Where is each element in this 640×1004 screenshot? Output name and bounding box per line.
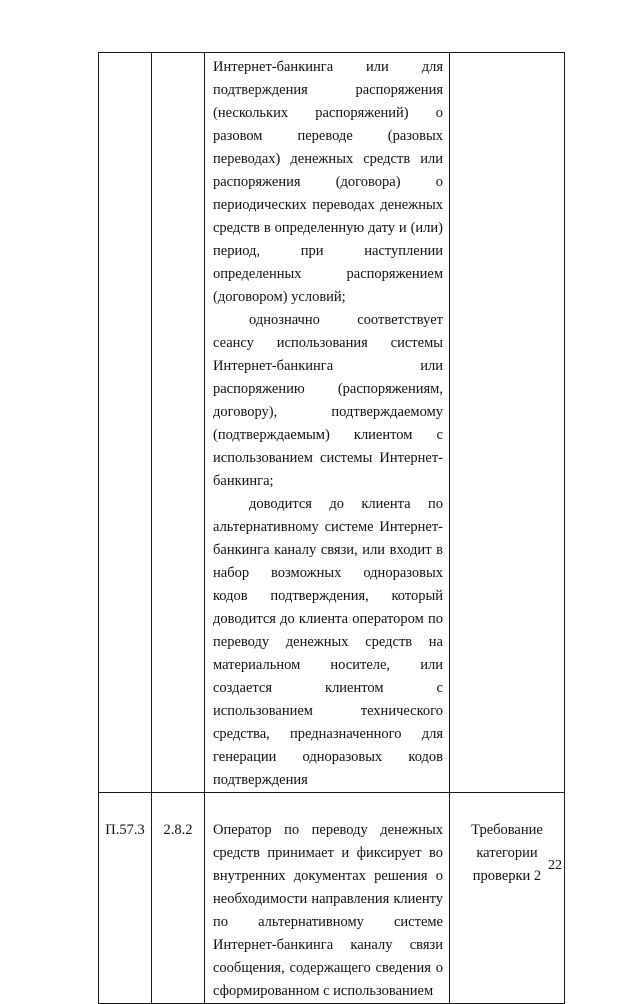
- paragraph-3: доводится до клиента по альтернативному системе Интернет-банкинга каналу связи, или входит в набор возможных одноразовых кодов подтверждения, который доводится до клиента оператором по переводу денежных средств на материальном носителе, или создается клиентом с использованием технического средства, предназначенного для генерации одноразовых кодов подтверждения: [213, 496, 443, 788]
- cell-point-empty: [99, 53, 152, 793]
- cell-code-empty: [152, 53, 205, 793]
- cell-text: [205, 793, 450, 1004]
- requirements-table: [98, 52, 565, 1004]
- cell-requirement: Требование категории проверки 2: [450, 793, 565, 1004]
- row-text: Оператор по переводу денежных средств принимает и фиксирует во внутренних документах решения о необходимости направления клиенту по альтернативному системе Интернет-банкинга каналу связи сообщения, содержащего сведения о сформированном с использованием: [213, 822, 443, 999]
- cell-text-continuation: [205, 53, 450, 793]
- table-row-p57-3: [99, 793, 565, 1004]
- table-row-continuation: [99, 53, 565, 793]
- cell-code: 2.8.2: [152, 793, 205, 1004]
- paragraph-1: Интернет-банкинга или для подтверждения распоряжения (нескольких распоряжений) о разовом переводе (разовых переводах) денежных средств или распоряжения (договора) о периодических переводах денежных средств в определенную дату и (или) период, при наступлении определенных распоряжением (договором) условий;: [213, 59, 443, 305]
- cell-requirement-empty: [450, 53, 565, 793]
- paragraph-2: однозначно соответствует сеансу использования системы Интернет-банкинга или распоряжению (распоряжениям, договору), подтверждаемому (подтверждаемым) клиентом с использованием системы Интернет-банкинга;: [213, 312, 443, 489]
- page-number: 22: [548, 858, 562, 873]
- cell-point: П.57.3: [99, 793, 152, 1004]
